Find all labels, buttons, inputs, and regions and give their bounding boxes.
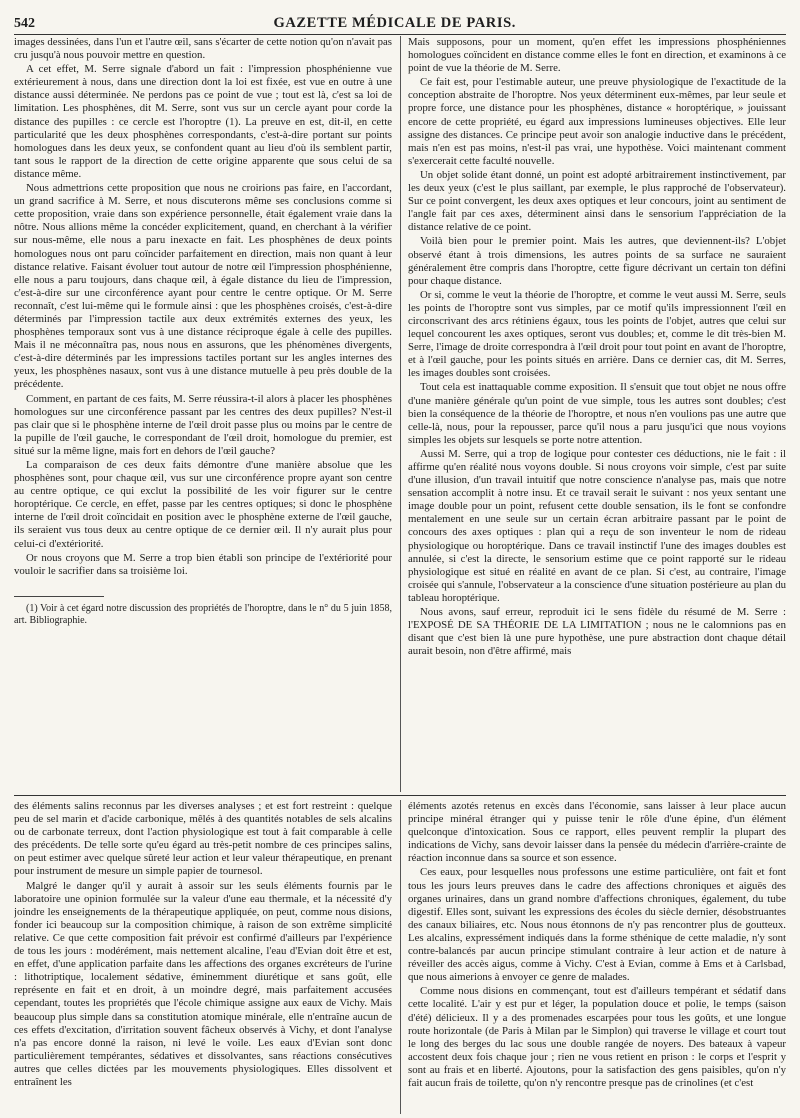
paragraph: Nous avons, sauf erreur, reproduit ici le sens fidèle du résumé de M. Serre : l'EXPOSÉ DE SA THÉORIE DE LA LIMITATION ; nous ne le calomnions pas en disant que c'est bien là une pure hypothèse, une pure abstraction dont chaque détail aurait besoin, non d'être affirmé, mais [408,606,786,658]
paragraph: images dessinées, dans l'un et l'autre œil, sans s'écarter de cette notion qu'on n'avait pas cru jusqu'à nous pouvoir mettre en question. [14,36,392,62]
article-bottom [14,800,786,1114]
paragraph: Malgré le danger qu'il y aurait à assoir sur les seuls éléments fournis par le laboratoire une opinion formulée sur la valeur d'une eau thermale, et la nécessité d'y joindre les enseignements de la thérapeutique appliquée, on peut, comme nous disions, fonder ici beaucoup sur la composition chimique, à raison de son extrême simplicité relative. Ce que cette composition fait prévoir est confirmé d'ailleurs par l'expérience de tous les jours : modérément, mais nettement alcaline, l'eau d'Evian doit être et est, en effet, d'une application parfaite dans les affections des organes excréteurs de l'urine : lithotriptique, localement sédative, éminemment diurétique et sans goût, elle représente en fait et en droit, à un moindre degré, mais parfaitement accusées cependant, toutes les propriétés que l'école chimique assigne aux eaux de Vichy. Mais beaucoup plus simple dans sa constitution atomique minérale, elle n'entraîne aucun de ces effets d'excitation, d'irritation souvent fâcheux observés à Vichy, et dont l'analyse n'a pas encore donné la raison, ni levé le voile. Les eaux d'Evian sont donc particulièrement tempérantes, sédatives et dissolvantes, sans réactions consécutives autres que celles dictées par les mouvements physiologiques. Elles dissolvent et entraînent les [14,879,392,1088]
paragraph: éléments azotés retenus en excès dans l'économie, sans laisser à leur place aucun principe minéral étranger qui y puisse tenir le rôle d'une épine, d'un élément quelconque d'intoxication. Sous ce rapport, elles peuvent remplir la plupart des indications de Vichy, sans devoir laisser dans la pensée du médecin d'arrière-crainte de réaction inconnue dans sa source et son essence. [408,800,786,865]
top-right-column [408,36,786,792]
footnote-rule [14,596,104,597]
column-rule [400,36,401,792]
paragraph: Tout cela est inattaquable comme exposition. Il s'ensuit que tout objet ne nous offre d'une manière générale qu'un point de vue simple, tous les autres sont doubles; c'est bien la conséquence de la théorie de l'horoptre, et nous n'en voulions pas une autre que celle-là, nous, pour la repousser, parce qu'il nous a paru jusqu'ici que nous voyions simples les objets sur lesquels se porte notre attention. [408,381,786,446]
paragraph: des éléments salins reconnus par les diverses analyses ; et est fort restreint : quelque peu de sel marin et d'acide carbonique, mêlés à des quantités notables de sels alcalins ou de carbonate terreux, dont l'action physiologique est tout à fait comparable à celle des précédents. De telle sorte qu'eu égard au très-petit nombre de ces principes salins, on peut estimer avec quelque sûreté leur action et leur valeur thérapeutique, en prenant pour instrument de mesure un simple papier de tournesol. [14,800,392,878]
section-divider [14,795,786,796]
paragraph: Comme nous disions en commençant, tout est d'ailleurs tempérant et sédatif dans cette localité. L'air y est pur et léger, la population douce et polie, le temps (saison d'été) délicieux. Il y a des promenades escarpées pour tous les goûts, et une longue route horizontale (de Paris à Milan par le Simplon) qui traverse le village et court tout le long des berges du lac sous une double rangée de noyers. Des bateaux à vapeur accostent deux fois chaque jour ; rien ne vous retient en prison : le corps et l'esprit y sont au frais et en liberté. Ajoutons, pour la satisfaction des gens paisibles, qu'on n'y fait aucun frais de toilette, qu'on n'y rencontre presque pas de crinolines (et c'est [408,985,786,1089]
bottom-left-column [14,800,392,1114]
paragraph: Mais supposons, pour un moment, qu'en effet les impressions phosphéniennes homologues coïncident en distance comme elles le font en direction, et examinons à ce point de vue la théorie de M. Serre. [408,36,786,75]
paragraph: Or nous croyons que M. Serre a trop bien établi son principe de l'extériorité pour vouloir le sacrifier dans sa troisième loi. [14,551,392,577]
paragraph: Voilà bien pour le premier point. Mais les autres, que deviennent-ils? L'objet observé étant à trois dimensions, les autres points de sa surface ne sauraient généralement être compris dans l'horoptre, cette figure décrivant un certain ton défini pour chaque distance. [408,235,786,287]
paragraph: Or si, comme le veut la théorie de l'horoptre, et comme le veut aussi M. Serre, seuls les points de l'horoptre sont vus simples, par ce motif qu'ils impressionnent l'œil en circonscrivant des arcs rétiniens égaux, tous les points de l'objet, autres que celui sur lequel concourent les axes optiques, seront vus doubles; et, comme le dit très-bien M. Serre, l'image de droite correspondra à l'œil droit pour tout point en avant de l'horoptre, et à l'œil gauche, pour les points situés en arrière. Dans ce dernier cas, dit M. Serres, les images doubles sont croisées. [408,288,786,380]
page-header [14,8,786,35]
paragraph: Ces eaux, pour lesquelles nous professons une estime particulière, ont fait et font tous les jours leurs preuves dans le cadre des affections chroniques et aiguës des organes urinaires, dans un grand nombre d'affections chroniques, également, du tube digestif. Elles sont, suivant les expressions des écoles du siècle dernier, désobstruantes des canaux biliaires, etc. Nous nous étonnons de n'y pas rencontrer plus de goutteux. Les alcalins, expressément indiqués dans la forme sthénique de cette maladie, n'y sont contre-balancés par aucun principe stimulant contraire à leur action et de nature à réveiller des accès aigus, comme à Vichy. C'est à Evian, comme à Ems et à Carlsbad, que nous aimerions à envoyer ce genre de malades. [408,866,786,984]
column-rule [400,800,401,1114]
paragraph: A cet effet, M. Serre signale d'abord un fait : l'impression phosphénienne vue extérieurement à nous, dans une direction dont la loi est fixée, est vue en outre à une distance aussi déterminée. Ne perdons pas ce point de vue ; tout est là, c'est sa loi de limitation. Les phosphènes, dit M. Serre, sont vus sur un cercle ayant pour corde la distance des pupilles : ce cercle est l'horoptre (1). La preuve en est, dit-il, en cette particularité que les deux phosphènes correspondants, c'est-à-dire portant sur points homologues dans les deux yeux, se confondent quant au lieu d'où ils semblent partir, tant sous le rapport de la direction de cette origine apparente que sous celui de sa distance même. [14,63,392,180]
paragraph: Ce fait est, pour l'estimable auteur, une preuve physiologique de l'exactitude de la conception abstraite de l'horoptre. Nos yeux déterminent eux-mêmes, par leur seule et propre force, une distance pour les phosphènes, distance « horoptérique, » jouissant encore de cette propriété, eu égard aux impressions lumineuses objectives. Elle leur assigne des distances. Ce principe peut avoir son analogie inductive dans le précédent, mais n'en est pas moins, n'est-il pas vrai, une hypothèse. Voici maintenant comment s'exercerait cette faculté nouvelle. [408,76,786,167]
paragraph: La comparaison de ces deux faits démontre d'une manière absolue que les phosphènes sont, pour chaque œil, vus sur une circonférence propre ayant son centre au centre optique, ce qui exclut la possibilité de les voir figurer sur le centre horoptérique. Ce cercle, en effet, passe par les centres optiques; si donc le phosphène interne de l'œil droit coïncidait en position avec le phosphène externe de l'œil gauche, ils seraient vus tous deux au centre optique de ce dernier œil. Il n'y aurait plus pour celui-ci d'extériorité. [14,459,392,550]
top-left-column [14,36,392,792]
journal-title: GAZETTE MÉDICALE DE PARIS. [273,15,516,31]
paragraph: Un objet solide étant donné, un point est adopté arbitrairement instinctivement, par les deux yeux (c'est le plus saillant, par exemple, le plus rapproché de l'observateur). Sur ce point convergent, les deux axes optiques et leur concours, joint au sentiment de l'angle fait par ces axes, déterminent ainsi dans le sensorium l'appréciation de la distance relative de ce point. [408,168,786,234]
paragraph: Comment, en partant de ces faits, M. Serre réussira-t-il alors à placer les phosphènes homologues sur une circonférence passant par les centres des deux pupilles? N'est-il pas clair que si le phosphène interne de l'œil droit passe plus ou moins par le centre de la pupille de l'œil gauche, le correspondant de l'œil droit, homologue du premier, est situé sur la même ligne, mais fort en dehors de l'œil gauche? [14,392,392,457]
bottom-right-column [408,800,786,1114]
paragraph: Nous admettrions cette proposition que nous ne croirions pas faire, en l'accordant, un grand sacrifice à M. Serre, et nous discuterons même ses conclusions comme si cette proposition, vraie dans son expérience personnelle, était également vraie dans la nôtre. Nous allions même la concéder explicitement, quand, en cherchant à la vérifier sur nous-même, elle nous a paru inexacte en fait. Les phosphènes de deux points homologues nous ont paru coïncider parfaitement en direction, mais non quant à leur distance relative. Faisant évoluer tout autour de notre œil l'impression phosphénienne, elle nous a paru toujours, dans chaque œil, à égale distance du lieu de l'impression, c'est-à-dire sur une circonférence ayant pour centre le centre optique. Or M. Serre reconnaît, c'est lui-même qui le formule ainsi : que les phosphènes croisés, c'est-à-dire déterminés par l'impression tactile aux deux extrémités externes des yeux, les phosphènes temporaux sont vus à une distance réciproque égale à celle des pupilles. Mais il ne méconnaîtra pas, nous nous en assurons, que les phénomènes divergents, c'est-à-dire déterminés par les impressions tactiles portant sur les angles internes des yeux, les phosphènes nasaux, sont vus à une distance mutuelle à peu près double de la précédente. [14,182,392,391]
paragraph: Aussi M. Serre, qui a trop de logique pour contester ces déductions, nie le fait : il affirme qu'en réalité nous voyons double. Si nous croyons voir simple, c'est par suite d'une illusion, d'un travail intuitif que notre conscience n'analyse pas, mais que notre sensation accomplit à notre insu. Et ce travail serait le suivant : nos yeux sentant une image double pour un point, refusent cette double sensation, ils le font se confondre mentalement en une seule sur un certain écran arbitraire passant par le point de concours des axes optiques : plan qui a reçu de son inventeur le nom de rideau physiologique ou horoptérique. Dans ce travail instinctif l'une des images doubles est annulée, si c'est la directe, le sensorium estime que ce point rapporté sur le rideau physiologique est situé en réalité en avant de ce plan. Si c'est, au contraire, l'image croisée qui s'annule, l'observateur a la conscience d'une situation postérieure au plan du tableau horoptérique. [408,447,786,604]
footnote: (1) Voir à cet égard notre discussion des propriétés de l'horoptre, dans le n° du 5 juin 1858, art. Bibliographie. [14,602,392,627]
article-top [14,36,786,792]
page-number: 542 [14,16,35,31]
